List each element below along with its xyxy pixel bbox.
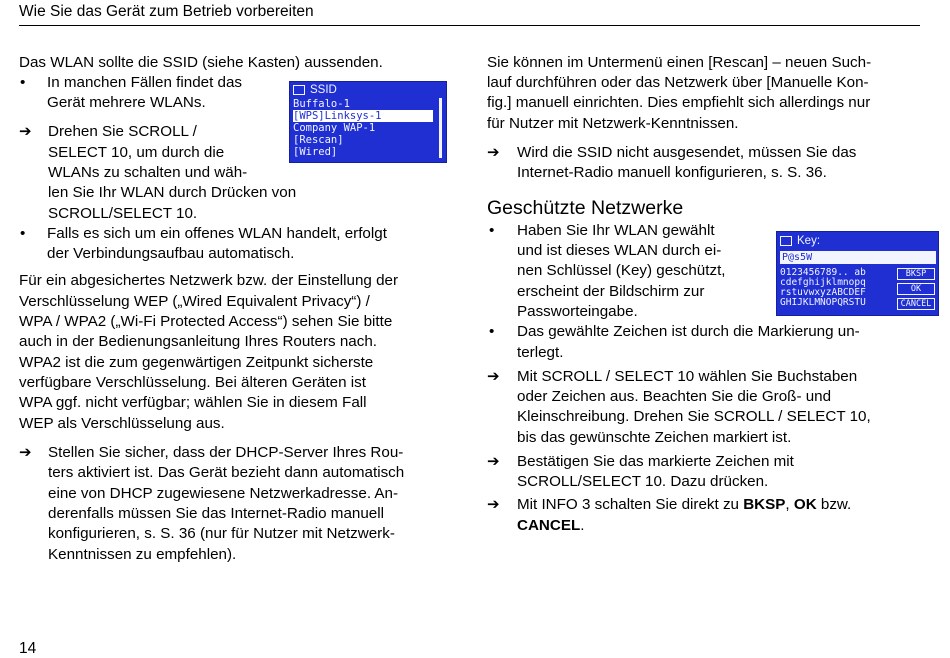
bullet-line: In manchen Fällen findet das xyxy=(47,74,243,91)
bullet-line: nen Schlüssel (Key) geschützt, xyxy=(517,262,726,279)
ssid-item: [Wired] xyxy=(293,146,338,158)
arrow-line: eine von DHCP zugewiesene Netzwerkadresse. An- xyxy=(48,485,399,502)
bksp-key: BKSP xyxy=(897,268,935,280)
header-rule xyxy=(19,25,920,26)
bullet-line: Falls es sich um ein offenes WLAN handelt, erfolgt xyxy=(47,225,387,242)
menu-icon xyxy=(293,85,305,95)
para-line: Sie können im Untermenü einen [Rescan] – neuen Such- xyxy=(487,54,872,71)
para-line: fig.] manuell einrichten. Dies empfiehlt sich allerdings nur xyxy=(487,94,871,111)
arrow-line: Internet-Radio manuell konfigurieren, s. S. 36. xyxy=(517,164,827,181)
page-number: 14 xyxy=(19,640,37,657)
bullet-line: der Verbindungsaufbau automatisch. xyxy=(47,245,295,262)
key-char-row: rstuvwxyzABCDEF xyxy=(780,287,866,298)
arrow-line: Kenntnissen zu empfehlen). xyxy=(48,546,237,563)
bullet-line: Haben Sie Ihr WLAN gewählt xyxy=(517,222,715,239)
bullet-icon: • xyxy=(489,323,495,340)
key-char-row: 0123456789.. ab xyxy=(780,267,866,278)
bullet-line: Gerät mehrere WLANs. xyxy=(47,94,206,111)
arrow-line: Mit SCROLL / SELECT 10 wählen Sie Buchstaben xyxy=(517,368,858,385)
ssid-item: Buffalo-1 xyxy=(293,98,350,110)
arrow-right-icon: ➔ xyxy=(487,496,500,513)
arrow-right-icon: ➔ xyxy=(487,368,500,385)
key-input-field: P@s5W xyxy=(780,251,936,264)
ok-label: OK xyxy=(793,496,817,513)
section-heading: Geschützte Netzwerke xyxy=(487,197,684,219)
key-screen-title: Key: xyxy=(780,235,820,247)
para-line: WEP als Verschlüsselung aus. xyxy=(19,415,225,432)
arrow-right-icon: ➔ xyxy=(487,144,500,161)
para-line: Verschlüsselung WEP („Wired Equivalent Privacy“) / xyxy=(19,293,370,310)
arrow-right-icon: ➔ xyxy=(19,444,32,461)
ssid-item: Company WAP-1 xyxy=(293,122,376,134)
bullet-line: terlegt. xyxy=(517,344,564,361)
para-line: lauf durchführen oder das Netzwerk über [Manuelle Kon- xyxy=(487,74,869,91)
ssid-item-selected: [WPS]Linksys-1 xyxy=(293,110,433,122)
para-line: auch in der Bedienungsanleitung Ihres Routers nach. xyxy=(19,333,377,350)
bullet-line: Das gewählte Zeichen ist durch die Markierung un- xyxy=(517,323,860,340)
running-header: Wie Sie das Gerät zum Betrieb vorbereiten xyxy=(19,3,314,20)
intro-text: Das WLAN sollte die SSID (siehe Kasten) aussenden. xyxy=(19,54,383,71)
bullet-line: erscheint der Bildschirm zur xyxy=(517,283,705,300)
bullet-icon: • xyxy=(489,222,495,239)
arrow-line: SELECT 10, um durch die xyxy=(48,144,225,161)
para-line: WPA2 ist die zum gegenwärtigen Zeitpunkt sicherste xyxy=(19,354,374,371)
para-line: für Nutzer mit Netzwerk-Kenntnissen. xyxy=(487,115,739,132)
arrow-line: Wird die SSID nicht ausgesendet, müssen Sie das xyxy=(517,144,857,161)
arrow-line: Kleinschreibung. Drehen Sie SCROLL / SELECT 10, xyxy=(517,408,871,425)
arrow-line: ters aktiviert ist. Das Gerät bezieht dann automatisch xyxy=(48,464,405,481)
scrollbar xyxy=(439,98,442,158)
para-line: Für ein abgesichertes Netzwerk bzw. der Einstellung der xyxy=(19,272,399,289)
menu-icon xyxy=(780,236,792,246)
arrow-line: Stellen Sie sicher, dass der DHCP-Server Ihres Rou- xyxy=(48,444,404,461)
cancel-label: CANCEL xyxy=(517,517,581,534)
ssid-screen xyxy=(289,81,447,163)
key-char-row: GHIJKLMNOPQRSTU xyxy=(780,297,866,308)
key-char-row: cdefghijklmnopq xyxy=(780,277,866,288)
cancel-key: CANCEL xyxy=(897,298,935,310)
arrow-line: Drehen Sie SCROLL / xyxy=(48,123,197,140)
para-line: WPA / WPA2 („Wi-Fi Protected Access“) sehen Sie bitte xyxy=(19,313,393,330)
ssid-item: [Rescan] xyxy=(293,134,344,146)
bullet-icon: • xyxy=(20,74,26,91)
key-screen xyxy=(776,231,939,316)
arrow-line: oder Zeichen aus. Beachten Sie die Groß- und xyxy=(517,388,832,405)
bullet-line: Passworteingabe. xyxy=(517,303,638,320)
arrow-line: CANCEL. xyxy=(517,517,585,534)
arrow-line: SCROLL/SELECT 10. Dazu drücken. xyxy=(517,473,769,490)
arrow-line: Bestätigen Sie das markierte Zeichen mit xyxy=(517,453,794,470)
arrow-line: len Sie Ihr WLAN durch Drücken von xyxy=(48,184,297,201)
para-line: verfügbare Verschlüsselung. Bei älteren Geräten ist xyxy=(19,374,366,391)
arrow-line: derenfalls müssen Sie das Internet-Radio manuell xyxy=(48,505,384,522)
arrow-line: bis das gewünschte Zeichen markiert ist. xyxy=(517,429,792,446)
bullet-line: und ist dieses WLAN durch ei- xyxy=(517,242,722,259)
arrow-line: konfigurieren, s. S. 36 (nur für Nutzer mit Netzwerk- xyxy=(48,525,395,542)
para-line: WPA ggf. nicht verfügbar; wählen Sie in diesem Fall xyxy=(19,394,367,411)
arrow-line: SCROLL/SELECT 10. xyxy=(48,205,198,222)
bksp-label: BKSP xyxy=(743,496,786,513)
arrow-line: WLANs zu schalten und wäh- xyxy=(48,164,248,181)
bullet-icon: • xyxy=(20,225,26,242)
ok-key: OK xyxy=(897,283,935,295)
ssid-screen-title: SSID xyxy=(293,84,337,96)
arrow-line: Mit INFO 3 schalten Sie direkt zu BKSP, OK bzw. xyxy=(517,496,852,513)
arrow-right-icon: ➔ xyxy=(487,453,500,470)
arrow-right-icon: ➔ xyxy=(19,123,32,140)
